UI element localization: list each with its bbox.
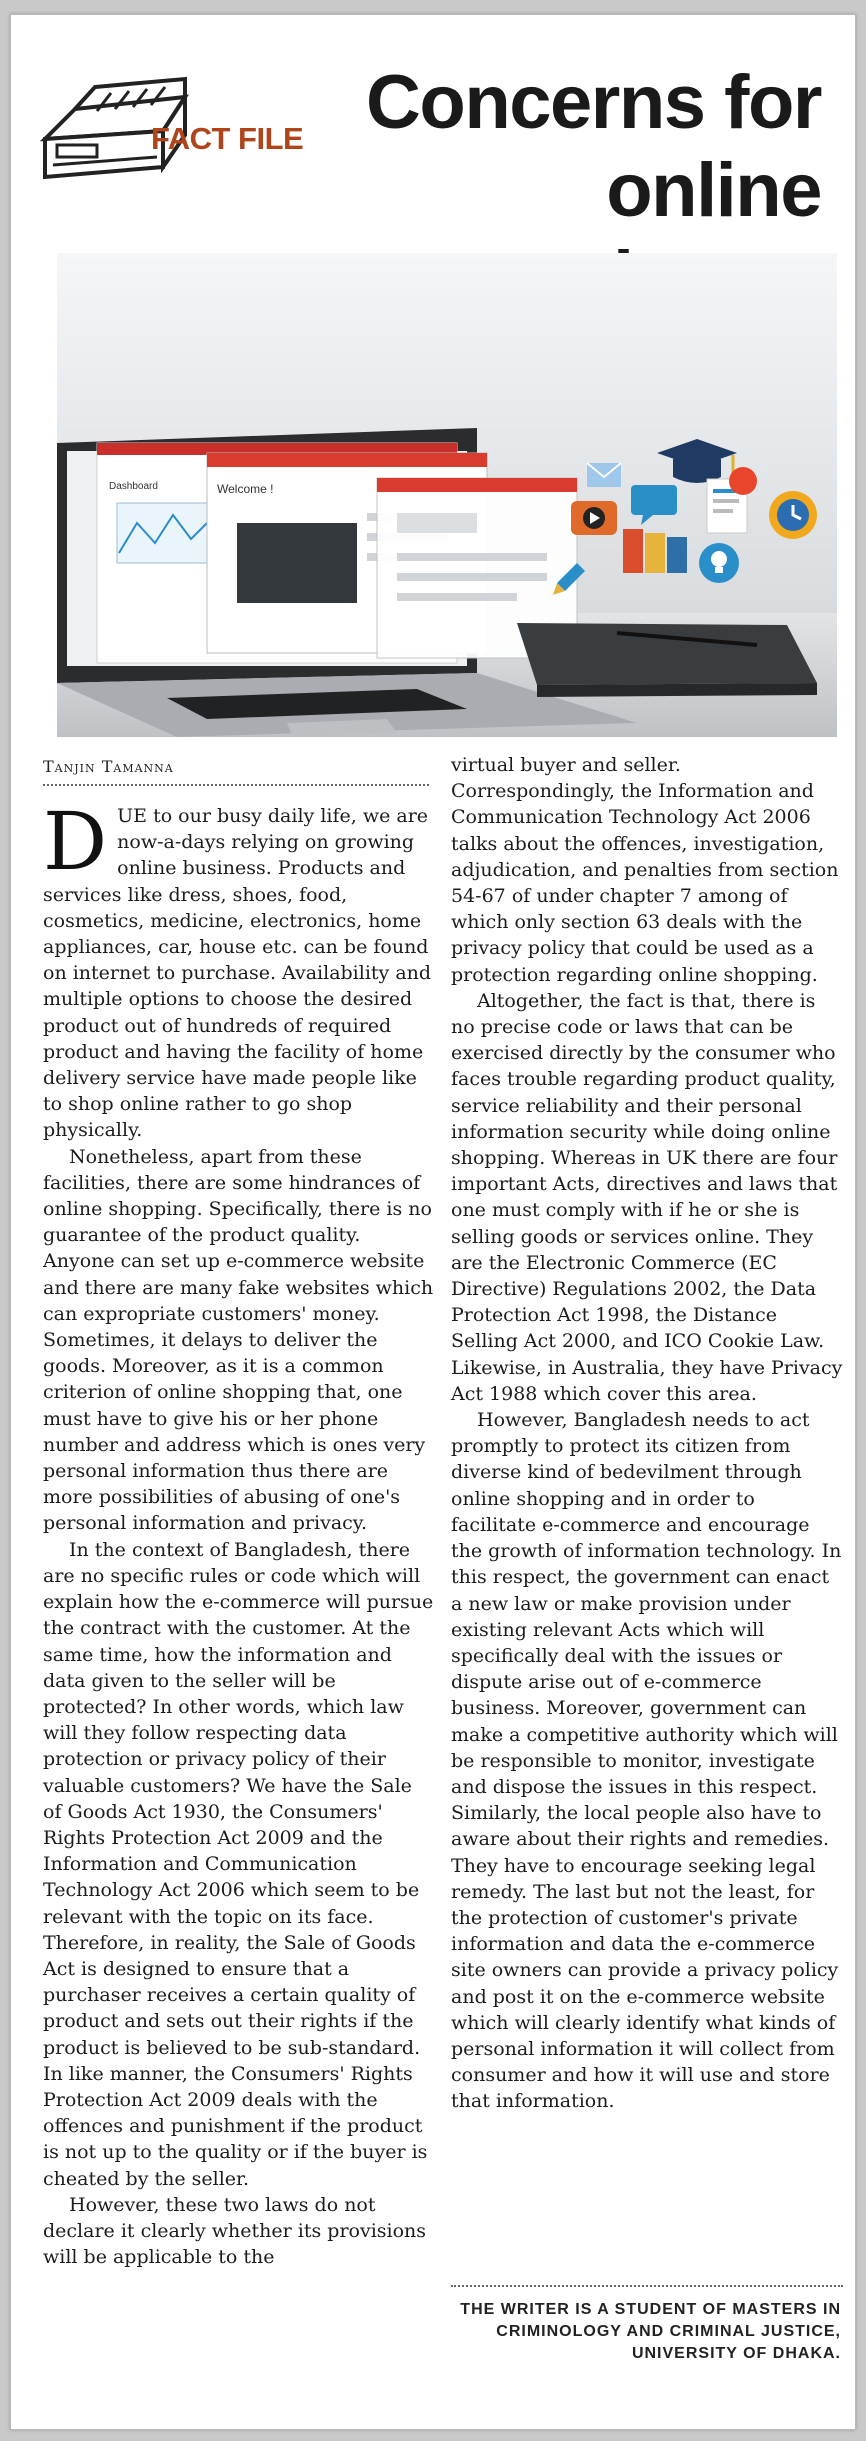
- laptop-illustration: [57, 253, 837, 737]
- article-title: Concerns for online: [366, 60, 821, 233]
- article-header: [11, 15, 856, 265]
- play-icon: [571, 501, 617, 535]
- clock-icon: [769, 491, 817, 539]
- mail-icon: [587, 463, 621, 487]
- paragraph: Nonetheless, apart from these facilities, there are some hindrances of online shopping. Specifically, there is no guarantee of the product quality. Anyone can set up e-commerce website and there are many fake websites which can expropriate customers' money. Sometimes, it delays to deliver the goods. Moreover, as it is a common criterion of online shopping that, one must have to give his or her phone number and address which is ones very personal information thus there are more possibilities of abusing of one's personal information and privacy.: [43, 1145, 434, 1535]
- dashboard-label: Dashboard: [109, 481, 158, 492]
- article-column-left: [43, 795, 435, 2270]
- author-note: THE WRITER IS A STUDENT OF MASTERS IN CRIMINOLOGY AND CRIMINAL JUSTICE, UNIVERSITY OF DHAKA.: [460, 2301, 841, 2362]
- paragraph: In the context of Bangladesh, there are no specific rules or code which will explain how the e-commerce will pursue the contract with the customer. At the same time, how the information and data given to the seller will be protected? In other words, which law will they follow respecting data protection or privacy policy of their valuable customers? We have the Sale of Goods Act 1930, the Consumers' Rights Protection Act 2009 and the Information and Communication Technology Act 2006 which seem to be relevant with the topic on its face. Therefore, in reality, the Sale of Goods Act is designed to ensure that a purchaser receives a certain quality of product and sets out their rights if the product is believed to be sub-standard. In like manner, the Consumers' Rights Protection Act 2009 deals with the offences and punishment if the product is not up to the quality or if the buyer is cheated by the seller.: [43, 1538, 434, 2190]
- paragraph: However, these two laws do not declare it clearly whether its provisions will be applicable to the: [43, 2193, 427, 2269]
- footnote-divider: [451, 2285, 843, 2287]
- drop-cap: D: [43, 795, 108, 888]
- notebook-icon: [517, 623, 817, 697]
- paragraph: However, Bangladesh needs to act promptly to protect its citizen from diverse kind of bedevilment through online shopping and in order to facilitate e-commerce and encourage the growth of information technology. In this respect, the government can enact a new law or make provision under existing relevant Acts which will specifically deal with the issues or dispute arise out of e-commerce business. Moreover, government can make a competitive authority which will be responsible to monitor, investigate and dispose the issues in this respect. Similarly, the local people also have to aware about their rights and remedies. They have to encourage seeking legal remedy. The last but not the least, for the protection of customer's private information and data the e-commerce site owners can provide a privacy policy and post it on the e-commerce website which will clearly identify what kinds of personal information it will collect from consumer and how it will use and store that information.: [451, 1409, 842, 2113]
- bulb-icon: [699, 543, 739, 583]
- lead-paragraph: [43, 795, 435, 1144]
- section-label: FACT FILE: [151, 121, 304, 156]
- paragraph: Altogether, the fact is that, there is no precise code or laws that can be exercised directly by the consumer who faces trouble regarding product quality, service reliability and their personal information security while doing online shopping. Whereas in UK there are four important Acts, directives and laws that one must comply with if he or she is selling goods or services online. They are the Electronic Commerce (EC Directive) Regulations 2002, the Data Protection Act 1998, the Distance Selling Act 2000, and ICO Cookie Law. Likewise, in Australia, they have Privacy Act 1988 which cover this area.: [451, 989, 843, 1405]
- article-column-right: [451, 752, 843, 2115]
- lead-text: UE to our busy daily life, we are now-a-days relying on growing online business. Products and services like dress, shoes, food, cosmetics, medicine, electronics, home appliances, car, house etc. can be found on internet to purchase. Availability and multiple options to choose the desired product out of hundreds of required product and having the facility of home delivery service have made people like to shop online rather to go shop physically.: [43, 805, 432, 1142]
- paragraph-continued: virtual buyer and seller. Correspondingly, the Information and Communication Technology Act 2006 talks about the offences, investigation, adjudication, and penalties from section 54-67 of under chapter 7 among of which only section 63 deals with the privacy policy that could be used as a protection regarding online shopping.: [451, 754, 839, 986]
- byline: Tanjin Tamanna: [43, 757, 429, 786]
- welcome-label: Welcome !: [217, 482, 274, 496]
- article-page: [10, 14, 856, 2430]
